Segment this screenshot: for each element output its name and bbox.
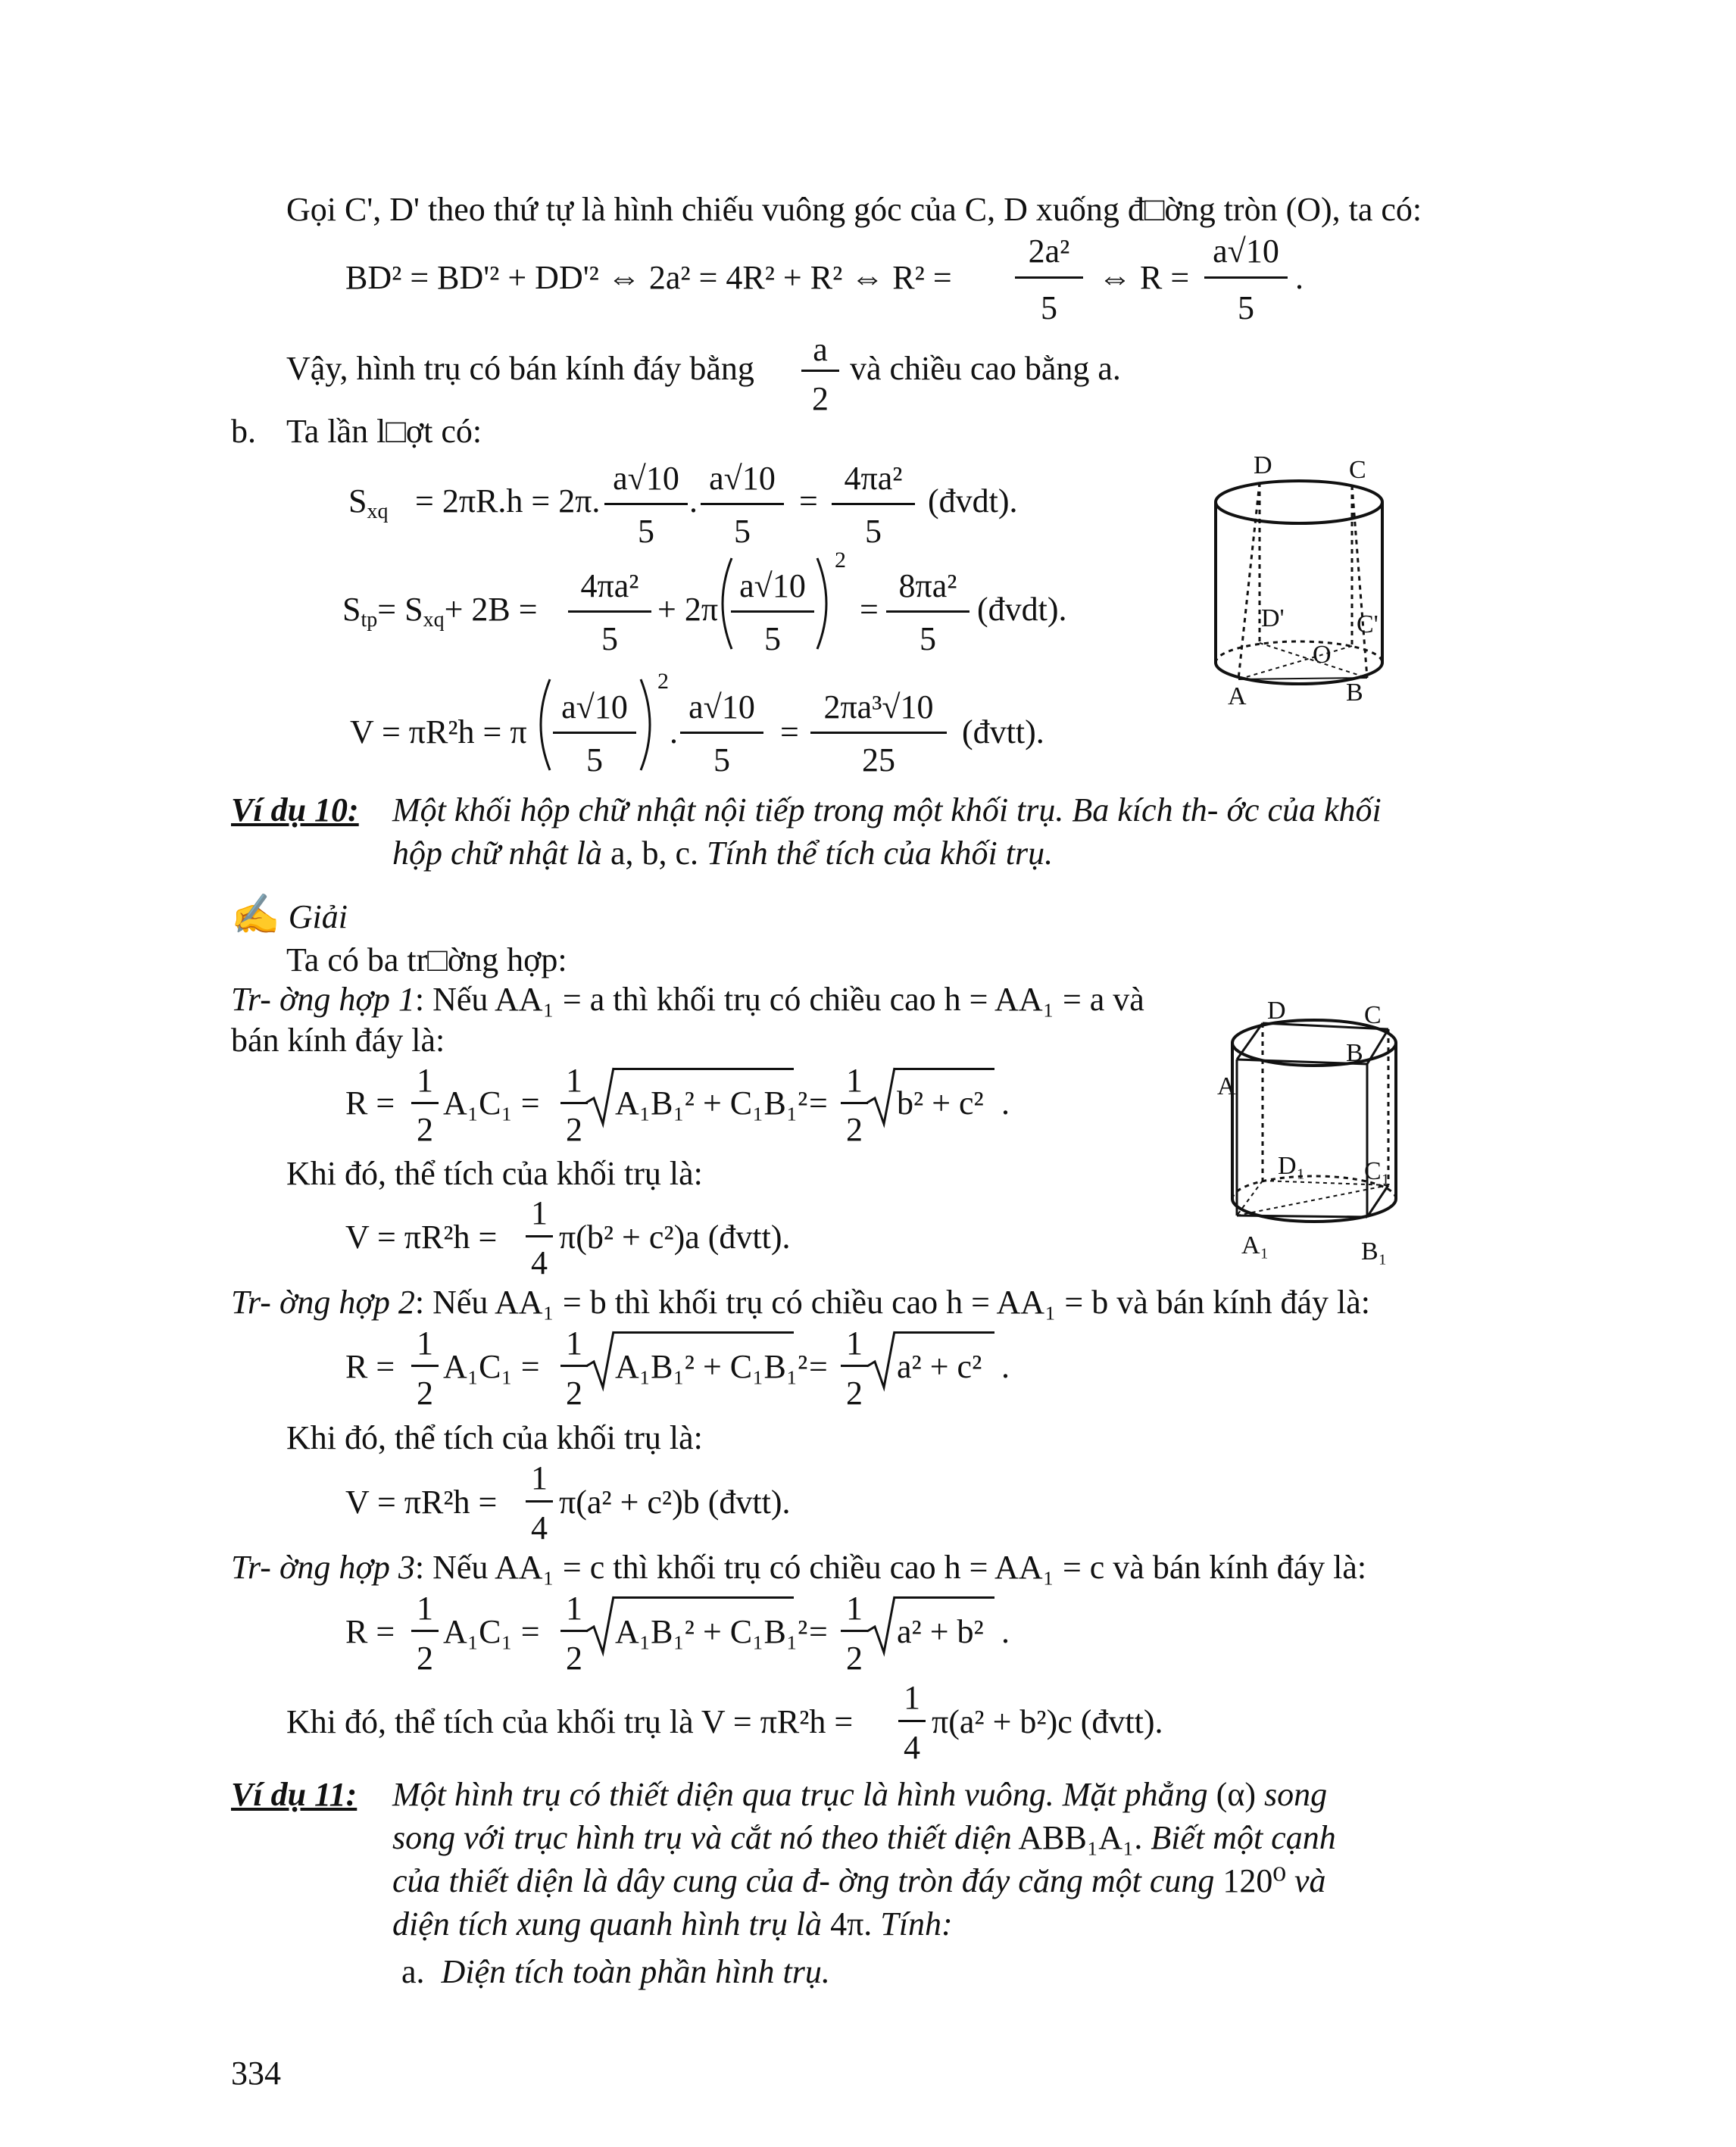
page-number: 334	[231, 2055, 281, 2092]
frac-den: 5	[920, 620, 936, 657]
sqrt-sign	[585, 1066, 615, 1127]
left-paren	[530, 678, 553, 772]
frac-den: 2	[566, 1111, 582, 1148]
label: D₁	[1278, 1152, 1306, 1180]
volume-result: π(a² + c²)b (đvtt).	[559, 1484, 791, 1521]
frac-bar	[801, 370, 839, 372]
equals: =	[809, 1613, 828, 1650]
radius-eq: A₁C₁ =	[443, 1348, 540, 1385]
frac-den: 2	[417, 1111, 433, 1148]
frac-bar	[1204, 276, 1288, 279]
label: C	[1349, 456, 1366, 484]
dot: .	[689, 482, 698, 520]
label: A₁	[1241, 1231, 1269, 1259]
example-10-line: hộp chữ nhật là a, b, c. Tính thể tích của khối trụ.	[392, 835, 1054, 872]
volume-text: Khi đó, thể tích của khối trụ là:	[286, 1155, 703, 1192]
frac-den: 5	[638, 513, 654, 550]
equals: =	[809, 1348, 828, 1385]
frac-den: 5	[713, 741, 730, 779]
frac-den: 5	[586, 741, 603, 779]
frac-num: 8πa²	[898, 567, 957, 604]
unit: (đvtt).	[962, 713, 1044, 751]
frac-num: 1	[417, 1590, 433, 1627]
equals: =	[799, 482, 818, 520]
frac-bar	[568, 610, 651, 613]
frac-num: a√10	[688, 688, 755, 726]
unit: (đvdt).	[977, 591, 1067, 628]
part-b-label: b.	[231, 413, 256, 450]
frac-bar	[898, 1720, 926, 1722]
frac-den: 5	[865, 513, 882, 550]
volume-result: π(a² + b²)c (đvtt).	[932, 1703, 1163, 1740]
frac-num: a√10	[561, 688, 628, 726]
sqrt-inner: A₁B₁² + C₁B₁²	[615, 1613, 808, 1650]
sqrt-bar	[895, 1068, 994, 1070]
stp-symbol: $S_{tp}= S_{xq}+ 2B$ =	[342, 591, 538, 632]
volume-text: Khi đó, thể tích của khối trụ là:	[286, 1419, 703, 1456]
sqrt-bar	[614, 1596, 794, 1599]
frac-bar	[411, 1630, 439, 1632]
frac-num: a√10	[739, 567, 806, 604]
dot: .	[1001, 1084, 1010, 1122]
frac-den: 4	[531, 1509, 548, 1546]
frac-bar	[731, 610, 814, 613]
conclusion-end: và chiều cao bằng a.	[850, 350, 1121, 387]
part-b-text: Ta lần l□ợt có:	[286, 413, 482, 450]
conclusion: Vậy, hình trụ có bán kính đáy bằng	[286, 350, 754, 387]
frac-bar	[832, 503, 915, 505]
frac-bar	[886, 610, 969, 613]
frac-den: 25	[862, 741, 895, 779]
power: 2	[835, 548, 846, 573]
label: C₁	[1364, 1157, 1391, 1185]
case-3-line: Tr- ờng hợp 3: Nếu AA₁ = c thì khối trụ có chiều cao h = AA₁ = c và bán kính đáy là:	[231, 1549, 1367, 1586]
frac-num: 2πa³√10	[823, 688, 934, 726]
frac-num: 1	[566, 1590, 582, 1627]
equation-end: .	[1295, 259, 1304, 296]
frac-bar	[841, 1630, 868, 1632]
sqrt-bar	[614, 1068, 794, 1070]
equals: =	[780, 713, 799, 751]
frac-num: 4πa²	[844, 460, 903, 497]
frac-num: 1	[846, 1590, 863, 1627]
sxq-symbol: $S_{xq}$	[348, 482, 389, 523]
label: C	[1364, 1001, 1382, 1029]
stp-plus: + 2π	[657, 591, 719, 628]
sqrt-inner: b² + c²	[897, 1084, 984, 1122]
sqrt-bar	[895, 1596, 994, 1599]
case-3-volume: Khi đó, thể tích của khối trụ là V = πR²h =	[286, 1703, 854, 1740]
volume-result: π(b² + c²)a (đvtt).	[559, 1219, 791, 1256]
example-10-heading: Ví dụ 10:	[231, 791, 359, 829]
pen-icon: ✍	[231, 894, 280, 937]
frac-num: 1	[846, 1062, 863, 1099]
frac-den: 4	[531, 1244, 548, 1281]
solution-heading: ✍ Giải	[231, 894, 348, 937]
frac-num: 1	[846, 1325, 863, 1362]
case-1-line: bán kính đáy là:	[231, 1022, 445, 1059]
frac-num: 1	[417, 1062, 433, 1099]
frac-num: a	[813, 331, 828, 368]
frac-bar	[411, 1365, 439, 1367]
example-11-line: Một hình trụ có thiết diện qua trục là hình vuông. Mặt phẳng (α) song	[392, 1776, 1328, 1813]
frac-bar	[560, 1102, 588, 1104]
label: O	[1313, 641, 1332, 669]
example-11-line: của thiết diện là dây cung của đ- ờng tròn đáy căng một cung 120⁰ và	[392, 1862, 1326, 1899]
label: D	[1267, 997, 1286, 1025]
frac-num: a√10	[709, 460, 776, 497]
frac-den: 2	[846, 1375, 863, 1412]
frac-num: 1	[566, 1325, 582, 1362]
intro-line: Gọi C', D' theo thứ tự là hình chiếu vuông góc của C, D xuống đ□ờng tròn (O), ta có:	[286, 191, 1422, 228]
frac-bar	[841, 1365, 868, 1367]
example-11-heading: Ví dụ 11:	[231, 1776, 358, 1813]
equation-mid: ⇔ R =	[1098, 259, 1190, 296]
radius-eq: A₁C₁ =	[443, 1613, 540, 1650]
equation-bd: BD² = BD'² + DD'² ⇔ 2a² = 4R² + R² ⇔ R² =	[345, 259, 952, 296]
sqrt-sign	[866, 1066, 896, 1127]
case-1-line: Tr- ờng hợp 1: Nếu AA₁ = a thì khối trụ có chiều cao h = AA₁ = a và	[231, 981, 1144, 1018]
label: A	[1228, 682, 1247, 710]
frac-bar	[604, 503, 688, 505]
frac-bar	[560, 1365, 588, 1367]
sqrt-inner: a² + b²	[897, 1613, 984, 1650]
label: B₁	[1361, 1237, 1388, 1265]
frac-bar	[701, 503, 784, 505]
radius-eq: R =	[345, 1084, 395, 1122]
sqrt-sign	[585, 1595, 615, 1655]
radius-eq: A₁C₁ =	[443, 1084, 540, 1122]
frac-bar	[411, 1102, 439, 1104]
frac-num: a√10	[613, 460, 679, 497]
v-expr: V = πR²h = π	[350, 713, 527, 751]
frac-den: 5	[1041, 289, 1057, 326]
frac-den: 4	[904, 1729, 920, 1766]
label: C'	[1357, 610, 1378, 638]
cylinder-figure-2	[1216, 996, 1428, 1269]
dot: .	[670, 713, 678, 751]
frac-bar	[680, 732, 763, 734]
frac-bar	[553, 732, 636, 734]
frac-bar	[526, 1235, 553, 1237]
frac-bar	[841, 1102, 868, 1104]
label: A	[1217, 1072, 1236, 1100]
example-11-line: diện tích xung quanh hình trụ là 4π. Tính:	[392, 1905, 953, 1943]
sqrt-sign	[585, 1330, 615, 1390]
frac-den: 2	[846, 1111, 863, 1148]
frac-num: 1	[531, 1194, 548, 1231]
sqrt-inner: A₁B₁² + C₁B₁²	[615, 1084, 808, 1122]
frac-den: 2	[417, 1640, 433, 1677]
frac-den: 5	[764, 620, 781, 657]
frac-bar	[1015, 276, 1083, 279]
sqrt-bar	[895, 1331, 994, 1334]
sxq-expr: = 2πR.h = 2π.	[415, 482, 601, 520]
frac-num: 1	[417, 1325, 433, 1362]
sqrt-sign	[866, 1330, 896, 1390]
example-11-line: song với trục hình trụ và cắt nó theo thiết diện ABB₁A₁. Biết một cạnh	[392, 1819, 1336, 1856]
sqrt-inner: A₁B₁² + C₁B₁²	[615, 1348, 808, 1385]
item-a: a. Diện tích toàn phần hình trụ.	[401, 1953, 830, 1990]
frac-num: 1	[566, 1062, 582, 1099]
cylinder-figure-1	[1201, 451, 1420, 712]
volume-eq: V = πR²h =	[345, 1484, 498, 1521]
equals: =	[809, 1084, 828, 1122]
sqrt-inner: a² + c²	[897, 1348, 982, 1385]
label: D	[1254, 451, 1272, 479]
example-10-line: Một khối hộp chữ nhật nội tiếp trong một khối trụ. Ba kích th- ớc của khối	[392, 791, 1382, 829]
power: 2	[657, 669, 669, 694]
radius-eq: R =	[345, 1613, 395, 1650]
dot: .	[1001, 1613, 1010, 1650]
frac-den: 2	[812, 380, 829, 417]
case-2-line: Tr- ờng hợp 2: Nếu AA₁ = b thì khối trụ có chiều cao h = AA₁ = b và bán kính đáy là:	[231, 1284, 1371, 1321]
frac-den: 2	[566, 1375, 582, 1412]
frac-num: a√10	[1213, 232, 1279, 270]
frac-den: 2	[417, 1375, 433, 1412]
frac-num: 1	[904, 1679, 920, 1716]
radius-eq: R =	[345, 1348, 395, 1385]
cases-intro: Ta có ba tr□ờng hợp:	[286, 941, 567, 978]
frac-bar	[560, 1630, 588, 1632]
right-paren	[814, 557, 837, 651]
label: D'	[1261, 604, 1285, 632]
frac-bar	[526, 1500, 553, 1503]
frac-den: 5	[1238, 289, 1254, 326]
frac-den: 5	[734, 513, 751, 550]
sqrt-bar	[614, 1331, 794, 1334]
dot: .	[1001, 1348, 1010, 1385]
frac-num: 1	[531, 1459, 548, 1496]
frac-num: 2a²	[1028, 232, 1070, 270]
label: B	[1346, 1039, 1363, 1067]
frac-den: 2	[846, 1640, 863, 1677]
frac-den: 5	[601, 620, 618, 657]
sqrt-sign	[866, 1595, 896, 1655]
frac-bar	[810, 732, 947, 734]
label: B	[1346, 679, 1363, 707]
frac-num: 4πa²	[580, 567, 639, 604]
unit: (đvdt).	[928, 482, 1018, 520]
frac-den: 2	[566, 1640, 582, 1677]
volume-eq: V = πR²h =	[345, 1219, 498, 1256]
equals: =	[860, 591, 879, 628]
